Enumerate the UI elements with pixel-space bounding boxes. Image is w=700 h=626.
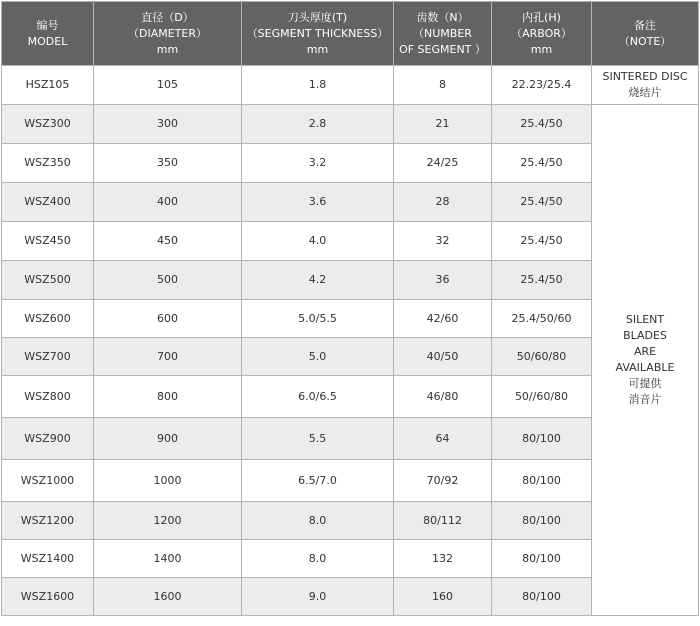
note-sintered-disc bbox=[592, 66, 699, 105]
cell-segments: 24/25 bbox=[394, 144, 492, 183]
cell-segments: 80/112 bbox=[394, 502, 492, 540]
cell-diameter: 1600 bbox=[94, 578, 242, 616]
cell-arbor: 80/100 bbox=[492, 418, 592, 460]
header-segment-thickness bbox=[242, 2, 394, 66]
header-line: （NUMBER bbox=[413, 26, 472, 40]
header-line: MODEL bbox=[27, 34, 68, 48]
cell-diameter: 1000 bbox=[94, 460, 242, 502]
cell-arbor: 25.4/50 bbox=[492, 105, 592, 144]
cell-model: WSZ700 bbox=[2, 338, 94, 376]
header-line: （ARBOR） bbox=[511, 26, 572, 40]
note-line: AVAILABLE bbox=[615, 361, 675, 374]
cell-model: WSZ1200 bbox=[2, 502, 94, 540]
cell-thickness: 6.0/6.5 bbox=[242, 376, 394, 418]
cell-model: WSZ400 bbox=[2, 183, 94, 222]
cell-thickness: 8.0 bbox=[242, 540, 394, 578]
cell-model: WSZ1400 bbox=[2, 540, 94, 578]
header-line: 刀头厚度(T) bbox=[287, 10, 348, 24]
cell-model: WSZ800 bbox=[2, 376, 94, 418]
header-segments bbox=[394, 2, 492, 66]
header-line: OF SEGMENT ） bbox=[399, 42, 486, 56]
cell-segments: 64 bbox=[394, 418, 492, 460]
note-line: ARE bbox=[633, 345, 657, 358]
header-line: 直径（D） bbox=[141, 10, 194, 24]
blade-spec-table bbox=[1, 1, 699, 616]
header-line: 备注 bbox=[634, 18, 656, 32]
cell-thickness: 5.0/5.5 bbox=[242, 300, 394, 338]
cell-arbor: 25.4/50 bbox=[492, 261, 592, 300]
cell-thickness: 4.0 bbox=[242, 222, 394, 261]
cell-model: WSZ350 bbox=[2, 144, 94, 183]
note-line: 可提供 bbox=[628, 377, 662, 390]
header-line: 齿数（N） bbox=[416, 10, 469, 24]
header-model bbox=[2, 2, 94, 66]
cell-diameter: 600 bbox=[94, 300, 242, 338]
cell-diameter: 1200 bbox=[94, 502, 242, 540]
cell-thickness: 5.0 bbox=[242, 338, 394, 376]
cell-segments: 36 bbox=[394, 261, 492, 300]
table-body bbox=[2, 66, 699, 616]
header-note bbox=[592, 2, 699, 66]
header-line: 编号 bbox=[36, 18, 59, 32]
cell-segments: 70/92 bbox=[394, 460, 492, 502]
cell-arbor: 80/100 bbox=[492, 502, 592, 540]
cell-diameter: 1400 bbox=[94, 540, 242, 578]
cell-model: HSZ105 bbox=[2, 66, 94, 105]
cell-segments: 21 bbox=[394, 105, 492, 144]
cell-model: WSZ450 bbox=[2, 222, 94, 261]
cell-segments: 132 bbox=[394, 540, 492, 578]
note-line: BLADES bbox=[623, 329, 667, 342]
header-line: mm bbox=[306, 42, 329, 56]
header-line: （DIAMETER） bbox=[128, 26, 207, 40]
cell-segments: 40/50 bbox=[394, 338, 492, 376]
cell-thickness: 1.8 bbox=[242, 66, 394, 105]
cell-thickness: 8.0 bbox=[242, 502, 394, 540]
header-line: 内孔(H) bbox=[522, 10, 561, 24]
cell-diameter: 105 bbox=[94, 66, 242, 105]
cell-segments: 32 bbox=[394, 222, 492, 261]
cell-segments: 46/80 bbox=[394, 376, 492, 418]
cell-model: WSZ1600 bbox=[2, 578, 94, 616]
header-diameter bbox=[94, 2, 242, 66]
cell-diameter: 800 bbox=[94, 376, 242, 418]
cell-thickness: 3.6 bbox=[242, 183, 394, 222]
cell-arbor: 25.4/50/60 bbox=[492, 300, 592, 338]
note-line: SILENT bbox=[625, 313, 665, 326]
note-line: 烧结片 bbox=[628, 86, 662, 99]
cell-model: WSZ1000 bbox=[2, 460, 94, 502]
note-line: SINTERED DISC bbox=[602, 70, 688, 83]
cell-diameter: 500 bbox=[94, 261, 242, 300]
cell-thickness: 5.5 bbox=[242, 418, 394, 460]
cell-thickness: 2.8 bbox=[242, 105, 394, 144]
note-silent-blades bbox=[592, 105, 699, 616]
header-line: mm bbox=[530, 42, 553, 56]
cell-arbor: 22.23/25.4 bbox=[492, 66, 592, 105]
cell-arbor: 25.4/50 bbox=[492, 144, 592, 183]
cell-diameter: 700 bbox=[94, 338, 242, 376]
table-row bbox=[2, 66, 699, 105]
cell-thickness: 3.2 bbox=[242, 144, 394, 183]
cell-diameter: 450 bbox=[94, 222, 242, 261]
note-line: 消音片 bbox=[628, 393, 662, 406]
header-line: mm bbox=[156, 42, 179, 56]
cell-arbor: 50/60/80 bbox=[492, 338, 592, 376]
cell-arbor: 50//60/80 bbox=[492, 376, 592, 418]
cell-model: WSZ300 bbox=[2, 105, 94, 144]
cell-model: WSZ900 bbox=[2, 418, 94, 460]
header-row bbox=[2, 2, 699, 66]
header-line: （SEGMENT THICKNESS） bbox=[246, 26, 389, 40]
cell-arbor: 80/100 bbox=[492, 460, 592, 502]
cell-arbor: 25.4/50 bbox=[492, 222, 592, 261]
cell-thickness: 6.5/7.0 bbox=[242, 460, 394, 502]
cell-segments: 8 bbox=[394, 66, 492, 105]
table-header bbox=[2, 2, 699, 66]
cell-segments: 28 bbox=[394, 183, 492, 222]
cell-diameter: 900 bbox=[94, 418, 242, 460]
cell-thickness: 4.2 bbox=[242, 261, 394, 300]
cell-diameter: 400 bbox=[94, 183, 242, 222]
header-arbor bbox=[492, 2, 592, 66]
cell-model: WSZ500 bbox=[2, 261, 94, 300]
cell-diameter: 350 bbox=[94, 144, 242, 183]
cell-thickness: 9.0 bbox=[242, 578, 394, 616]
cell-model: WSZ600 bbox=[2, 300, 94, 338]
cell-segments: 160 bbox=[394, 578, 492, 616]
cell-arbor: 80/100 bbox=[492, 578, 592, 616]
cell-arbor: 25.4/50 bbox=[492, 183, 592, 222]
header-line: （NOTE） bbox=[618, 34, 672, 48]
spec-table-container bbox=[1, 1, 699, 616]
cell-diameter: 300 bbox=[94, 105, 242, 144]
cell-arbor: 80/100 bbox=[492, 540, 592, 578]
table-row bbox=[2, 105, 699, 144]
cell-segments: 42/60 bbox=[394, 300, 492, 338]
